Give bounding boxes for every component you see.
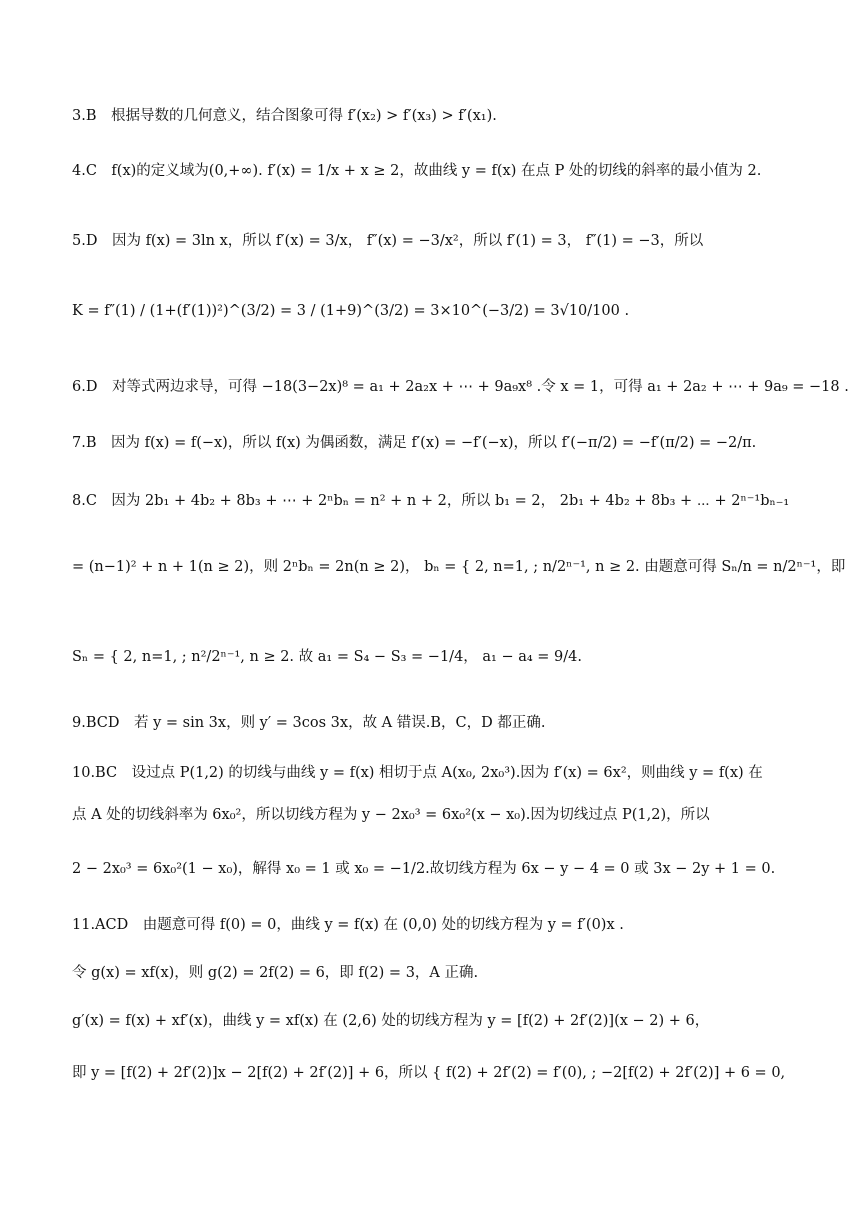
solution-6: 6.D 对等式两边求导，可得 −18(3−2x)⁸ = a₁ + 2a₂x + ⋯ + 9a₉x⁸ .令 x = 1，可得 a₁ + 2a₂ + ⋯ + 9a₉ = −18 . xyxy=(72,379,849,395)
solution-5-formula: K = f″(1) / (1+(f′(1))²)^(3/2) = 3 / (1+9)^(3/2) = 3×10^(−3/2) = 3√10/100 . xyxy=(72,303,630,319)
solution-9: 9.BCD 若 y = sin 3x，则 y′ = 3cos 3x，故 A 错误.B，C，D 都正确. xyxy=(72,715,546,731)
solution-11-cont-3: 即 y = [f(2) + 2f′(2)]x − 2[f(2) + 2f′(2)] + 6，所以 { f(2) + 2f′(2) = f′(0), ; −2[f(2) + 2f′(2)] + 6 = 0, xyxy=(72,1065,786,1081)
solution-10-cont-2: 2 − 2x₀³ = 6x₀²(1 − x₀)，解得 x₀ = 1 或 x₀ = −1/2.故切线方程为 6x − y − 4 = 0 或 3x − 2y + 1 = 0. xyxy=(72,861,776,877)
solution-11-cont-1: 令 g(x) = xf(x)，则 g(2) = 2f(2) = 6，即 f(2) = 3，A 正确. xyxy=(72,965,479,981)
solution-10: 10.BC 设过点 P(1,2) 的切线与曲线 y = f(x) 相切于点 A(x₀, 2x₀³).因为 f′(x) = 6x²，则曲线 y = f(x) 在 xyxy=(72,765,763,781)
solution-4: 4.C f(x)的定义域为(0,+∞). f′(x) = 1/x + x ≥ 2，故曲线 y = f(x) 在点 P 处的切线的斜率的最小值为 2. xyxy=(72,163,762,179)
solution-10-cont-1: 点 A 处的切线斜率为 6x₀²，所以切线方程为 y − 2x₀³ = 6x₀²(x − x₀).因为切线过点 P(1,2)，所以 xyxy=(72,807,710,823)
solution-8: 8.C 因为 2b₁ + 4b₂ + 8b₃ + ⋯ + 2ⁿbₙ = n² + n + 2，所以 b₁ = 2， 2b₁ + 4b₂ + 8b₃ + ⋯ + 2ⁿ⁻¹bₙ₋₁ xyxy=(72,493,790,509)
solution-8-cont-1: = (n−1)² + n + 1(n ≥ 2)，则 2ⁿbₙ = 2n(n ≥ 2)， bₙ = { 2, n=1, ; n/2ⁿ⁻¹, n ≥ 2. 由题意可得 Sₙ/n = n/2ⁿ⁻¹，即 xyxy=(72,559,846,575)
solution-11-cont-2: g′(x) = f(x) + xf′(x)，曲线 y = xf(x) 在 (2,6) 处的切线方程为 y = [f(2) + 2f′(2)](x − 2) + 6， xyxy=(72,1013,710,1029)
solution-7: 7.B 因为 f(x) = f(−x)，所以 f(x) 为偶函数，满足 f′(x) = −f′(−x)，所以 f′(−π/2) = −f′(π/2) = −2/π. xyxy=(72,435,757,451)
solution-8-cont-2: Sₙ = { 2, n=1, ; n²/2ⁿ⁻¹, n ≥ 2. 故 a₁ = S₄ − S₃ = −1/4， a₁ − a₄ = 9/4. xyxy=(72,649,582,665)
solution-11: 11.ACD 由题意可得 f(0) = 0，曲线 y = f(x) 在 (0,0) 处的切线方程为 y = f′(0)x . xyxy=(72,917,624,933)
solution-5: 5.D 因为 f(x) = 3ln x，所以 f′(x) = 3/x， f″(x) = −3/x²，所以 f′(1) = 3， f″(1) = −3，所以 xyxy=(72,233,704,249)
solution-3: 3.B 根据导数的几何意义，结合图象可得 f′(x₂) > f′(x₃) > f′(x₁). xyxy=(72,108,497,124)
